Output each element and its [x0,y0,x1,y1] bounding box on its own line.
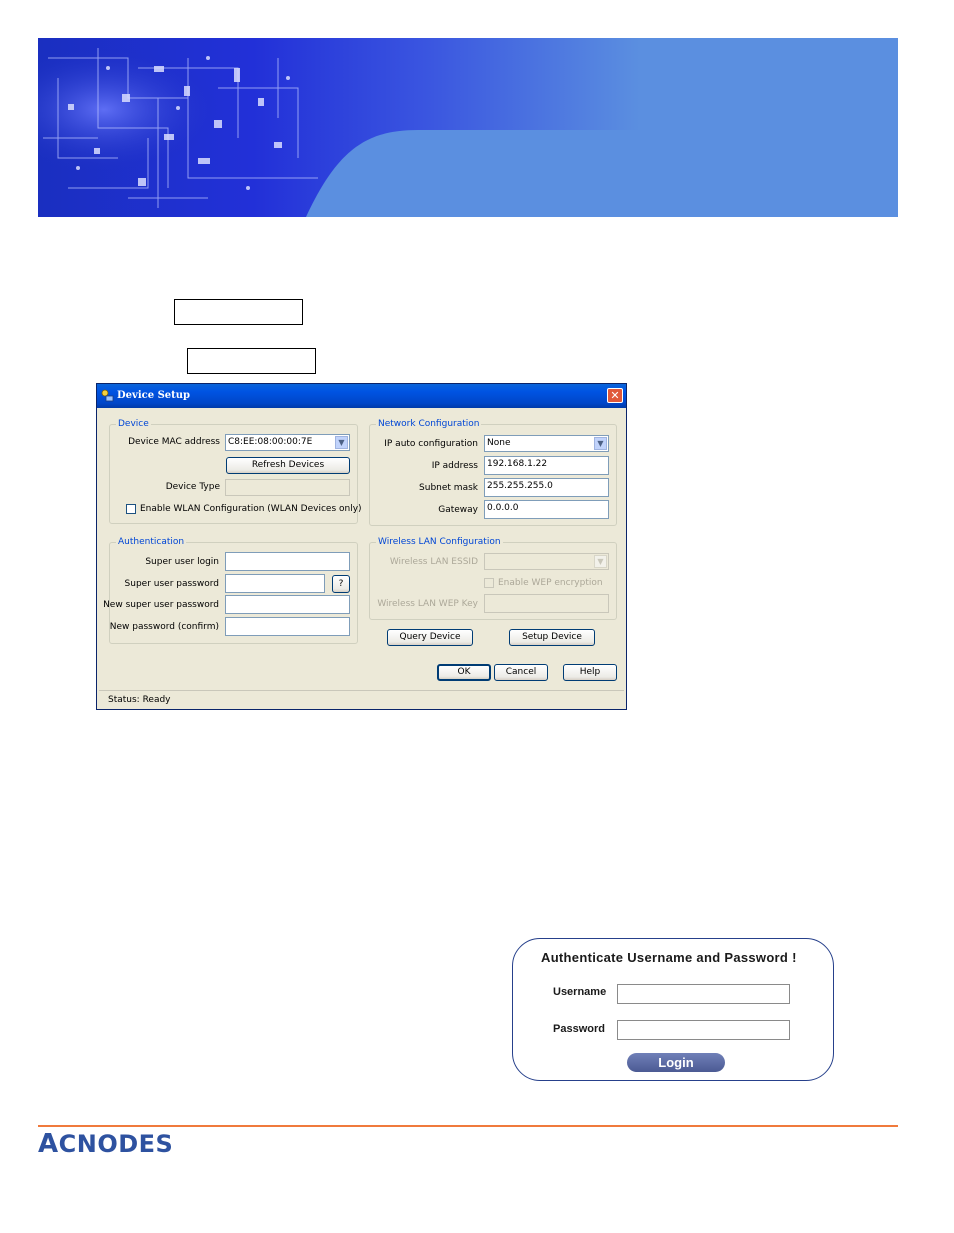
wep-encryption-label: Enable WEP encryption [498,578,603,588]
status-separator [99,690,624,691]
cancel-button[interactable]: Cancel [494,664,548,681]
logo-initial: A [38,1129,59,1159]
new-super-user-password-label: New super user password [103,600,219,610]
dialog-titlebar[interactable] [97,384,626,408]
circuit-board-graphic [38,38,898,217]
query-device-button[interactable]: Query Device [387,629,473,646]
status-text: Status: Ready [108,695,171,705]
mac-address-combo[interactable] [225,434,350,451]
wireless-group-legend: Wireless LAN Configuration [378,537,501,547]
device-type-label: Device Type [165,482,220,492]
login-button[interactable]: Login [627,1053,725,1072]
device-setup-app-icon [101,389,114,402]
wireless-lan-group [369,537,617,620]
refresh-devices-button[interactable]: Refresh Devices [226,457,350,474]
acnodes-logo [38,1129,173,1159]
authentication-group [103,537,358,644]
mac-address-label: Device MAC address [128,437,220,447]
authentication-group-legend: Authentication [118,537,185,547]
footer-rule [38,1125,898,1127]
network-configuration-group [369,419,617,526]
super-user-login-field[interactable] [225,552,350,571]
new-super-user-password-field[interactable] [225,595,350,614]
super-user-password-field[interactable] [225,574,325,593]
chevron-down-icon[interactable]: ▼ [335,436,348,449]
wep-encryption-checkbox [484,578,494,588]
username-label: Username [553,986,607,998]
subnet-mask-field[interactable]: 255.255.255.0 [484,478,609,497]
device-group [109,419,362,524]
ip-address-field[interactable]: 192.168.1.22 [484,456,609,475]
essid-label: Wireless LAN ESSID [389,557,478,567]
blank-label-box-1 [174,299,303,325]
login-panel [512,938,834,1081]
device-type-field [225,479,350,496]
gateway-field[interactable]: 0.0.0.0 [484,500,609,519]
ok-button[interactable]: OK [437,664,491,681]
setup-device-button[interactable]: Setup Device [509,629,595,646]
help-button[interactable]: Help [563,664,617,681]
network-group-legend: Network Configuration [378,419,480,429]
gateway-label: Gateway [438,505,478,515]
chevron-down-icon[interactable]: ▼ [594,437,607,450]
ip-auto-combo[interactable] [484,435,609,452]
new-password-confirm-field[interactable] [225,617,350,636]
login-panel-title: Authenticate Username and Password ! [541,950,797,965]
ip-auto-value: None [487,438,511,448]
ip-address-label: IP address [431,461,478,471]
username-input[interactable] [617,984,790,1004]
super-user-login-label: Super user login [145,557,219,567]
ip-auto-label: IP auto configuration [384,439,478,449]
essid-combo [484,553,609,570]
wlan-config-label: Enable WLAN Configuration (WLAN Devices only) [140,504,362,514]
blank-label-box-2 [187,348,316,374]
wep-key-field [484,594,609,613]
chevron-down-icon: ▼ [594,555,607,568]
dialog-title: Device Setup [117,390,191,401]
password-help-button[interactable]: ? [332,575,350,593]
header-banner [38,38,898,217]
device-group-legend: Device [118,419,149,429]
super-user-password-label: Super user password [124,579,219,589]
password-input[interactable] [617,1020,790,1040]
new-password-confirm-label: New password (confirm) [109,622,219,632]
close-icon[interactable]: ✕ [607,388,623,403]
password-label: Password [553,1023,605,1035]
wlan-config-checkbox[interactable] [126,504,136,514]
subnet-mask-label: Subnet mask [419,483,478,493]
wep-key-label: Wireless LAN WEP Key [377,599,478,609]
mac-address-value: C8:EE:08:00:00:7E [228,437,313,447]
device-setup-dialog [96,383,627,710]
logo-rest: CNODES [58,1130,174,1158]
